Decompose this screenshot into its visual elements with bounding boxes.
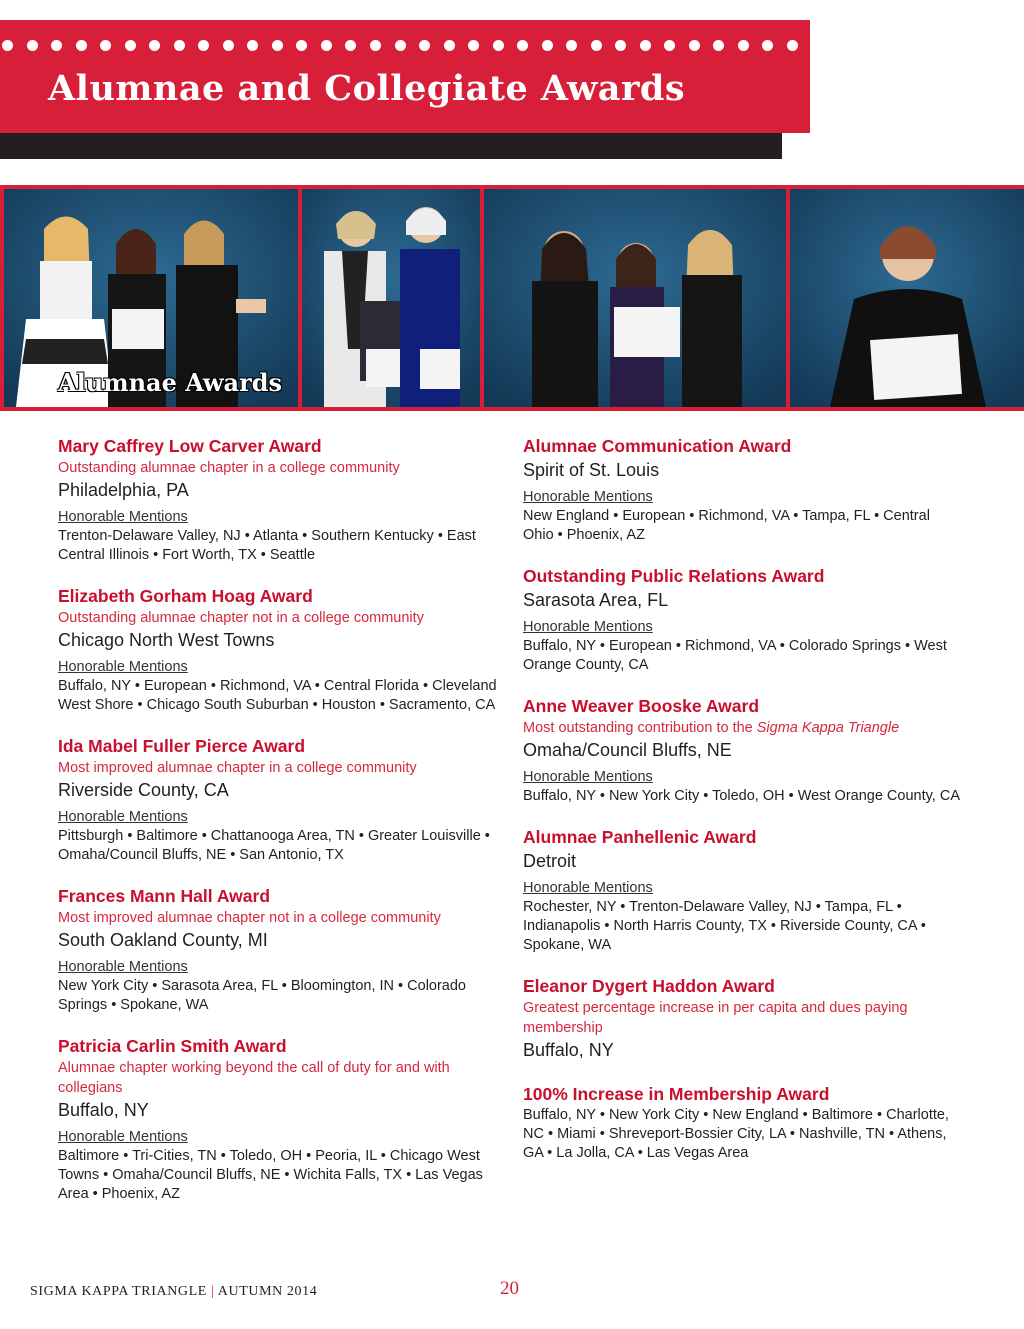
decorative-dot (566, 40, 577, 51)
award-block (58, 884, 503, 1015)
award-winner: Buffalo, NY (523, 1040, 614, 1060)
decorative-dot (321, 40, 332, 51)
honorable-mentions-list: Buffalo, NY • European • Richmond, VA • Central Florida • Cleveland West Shore • Chicago South Suburban • Houston • Sacramento, CA (58, 678, 497, 713)
header-banner-shadow (0, 133, 782, 159)
decorative-dots (0, 40, 800, 52)
award-name: Anne Weaver Booske Award (523, 696, 760, 716)
award-winner: Spirit of St. Louis (523, 460, 660, 480)
decorative-dot (493, 40, 504, 51)
award-name: Ida Mabel Fuller Pierce Award (58, 736, 306, 756)
decorative-dot (272, 40, 283, 51)
honorable-mentions-list: New England • European • Richmond, VA • Tampa, FL • Central Ohio • Phoenix, AZ (523, 508, 930, 543)
left-column (58, 434, 503, 1223)
award-description: Outstanding alumnae chapter not in a college community (58, 610, 424, 626)
honorable-mentions-list: Buffalo, NY • European • Richmond, VA • Colorado Springs • West Orange County, CA (523, 638, 947, 673)
award-name: Outstanding Public Relations Award (523, 566, 825, 586)
award-name: Alumnae Communication Award (523, 436, 792, 456)
decorative-dot (2, 40, 13, 51)
honorable-mentions-label: Honorable Mentions (58, 809, 188, 825)
award-block (523, 1082, 963, 1163)
decorative-dot (76, 40, 87, 51)
award-name: 100% Increase in Membership Award (523, 1084, 830, 1104)
decorative-dot (125, 40, 136, 51)
decorative-dot (198, 40, 209, 51)
honorable-mentions-list: Buffalo, NY • New York City • Toledo, OH • West Orange County, CA (523, 788, 961, 804)
decorative-dot (247, 40, 258, 51)
decorative-dot (787, 40, 798, 51)
award-description: Most improved alumnae chapter not in a college community (58, 910, 441, 926)
honorable-mentions-list: Rochester, NY • Trenton-Delaware Valley, NJ • Tampa, FL • Indianapolis • North Harris County, TX • Riverside County, CA • Spokane, WA (523, 899, 926, 953)
footer-publication (30, 1284, 317, 1300)
award-description: Alumnae chapter working beyond the call of duty for and with collegians (58, 1060, 450, 1096)
honorable-mentions-label: Honorable Mentions (523, 769, 653, 785)
section-label: Alumnae Awards (58, 368, 283, 397)
decorative-dot (419, 40, 430, 51)
decorative-dot (517, 40, 528, 51)
issue-date: AUTUMN 2014 (217, 1284, 318, 1299)
award-winner: Omaha/Council Bluffs, NE (523, 740, 732, 760)
publication-title: Sigma Kappa Triangle (756, 720, 900, 736)
award-description (523, 718, 963, 738)
decorative-dot (738, 40, 749, 51)
honorable-mentions-label: Honorable Mentions (58, 659, 188, 675)
honorable-mentions-label: Honorable Mentions (58, 1129, 188, 1145)
award-block (523, 974, 963, 1063)
honorable-mentions-list: New York City • Sarasota Area, FL • Bloomington, IN • Colorado Springs • Spokane, WA (58, 978, 466, 1013)
honorable-mentions-label: Honorable Mentions (523, 489, 653, 505)
award-winner: Buffalo, NY (58, 1100, 149, 1120)
decorative-dot (762, 40, 773, 51)
decorative-dot (100, 40, 111, 51)
award-name: Eleanor Dygert Haddon Award (523, 976, 775, 996)
honorable-mentions-label: Honorable Mentions (58, 959, 188, 975)
award-block (58, 1034, 503, 1204)
decorative-dot (51, 40, 62, 51)
decorative-dot (713, 40, 724, 51)
award-block (58, 584, 503, 715)
page-title: Alumnae and Collegiate Awards (48, 68, 686, 109)
honorable-mentions-label: Honorable Mentions (523, 619, 653, 635)
decorative-dot (640, 40, 651, 51)
decorative-dot (542, 40, 553, 51)
award-block (523, 694, 963, 806)
decorative-dot (615, 40, 626, 51)
decorative-dot (345, 40, 356, 51)
award-photo-3 (484, 189, 786, 407)
award-block (58, 734, 503, 865)
decorative-dot (370, 40, 381, 51)
award-photo-4 (790, 189, 1024, 407)
award-name: Mary Caffrey Low Carver Award (58, 436, 322, 456)
award-winner: South Oakland County, MI (58, 930, 268, 950)
award-name: Frances Mann Hall Award (58, 886, 271, 906)
award-block (58, 434, 503, 565)
decorative-dot (27, 40, 38, 51)
publication-name: SIGMA KAPPA TRIANGLE (30, 1284, 207, 1299)
award-winner: Sarasota Area, FL (523, 590, 669, 610)
award-name: Alumnae Panhellenic Award (523, 827, 757, 847)
award-winner: Philadelphia, PA (58, 480, 189, 500)
decorative-dot (296, 40, 307, 51)
decorative-dot (223, 40, 234, 51)
decorative-dot (468, 40, 479, 51)
award-winner: Chicago North West Towns (58, 630, 275, 650)
decorative-dot (444, 40, 455, 51)
decorative-dot (149, 40, 160, 51)
award-name: Elizabeth Gorham Hoag Award (58, 586, 313, 606)
honorable-mentions-label: Honorable Mentions (58, 509, 188, 525)
award-name: Patricia Carlin Smith Award (58, 1036, 287, 1056)
honorable-mentions-list: Pittsburgh • Baltimore • Chattanooga Area, TN • Greater Louisville • Omaha/Council Bluffs, NE • San Antonio, TX (58, 828, 490, 863)
honorable-mentions-list: Baltimore • Tri-Cities, TN • Toledo, OH • Peoria, IL • Chicago West Towns • Omaha/Council Bluffs, NE • Wichita Falls, TX • Las Vegas Area • Phoenix, AZ (58, 1148, 483, 1202)
decorative-dot (689, 40, 700, 51)
page-number: 20 (500, 1278, 519, 1299)
decorative-dot (664, 40, 675, 51)
award-description-text: Most outstanding contribution to the (523, 720, 757, 736)
right-column (523, 434, 963, 1182)
decorative-dot (591, 40, 602, 51)
award-winner: Riverside County, CA (58, 780, 229, 800)
honorable-mentions-list: Trenton-Delaware Valley, NJ • Atlanta • Southern Kentucky • East Central Illinois • Fort Worth, TX • Seattle (58, 528, 476, 563)
award-photo-2 (302, 189, 480, 407)
decorative-dot (395, 40, 406, 51)
award-description: Most improved alumnae chapter in a college community (58, 760, 417, 776)
decorative-dot (174, 40, 185, 51)
award-description: Greatest percentage increase in per capita and dues paying membership (523, 1000, 908, 1036)
award-description: Outstanding alumnae chapter in a college community (58, 460, 400, 476)
award-block (523, 825, 963, 955)
award-block (523, 434, 963, 545)
footer-separator: | (211, 1284, 215, 1299)
award-recipients-list: Buffalo, NY • New York City • New England • Baltimore • Charlotte, NC • Miami • Shreveport-Bossier City, LA • Nashville, TN • Athens, GA • La Jolla, CA • Las Vegas Area (523, 1107, 949, 1161)
award-winner: Detroit (523, 851, 577, 871)
honorable-mentions-label: Honorable Mentions (523, 880, 653, 896)
award-block (523, 564, 963, 675)
